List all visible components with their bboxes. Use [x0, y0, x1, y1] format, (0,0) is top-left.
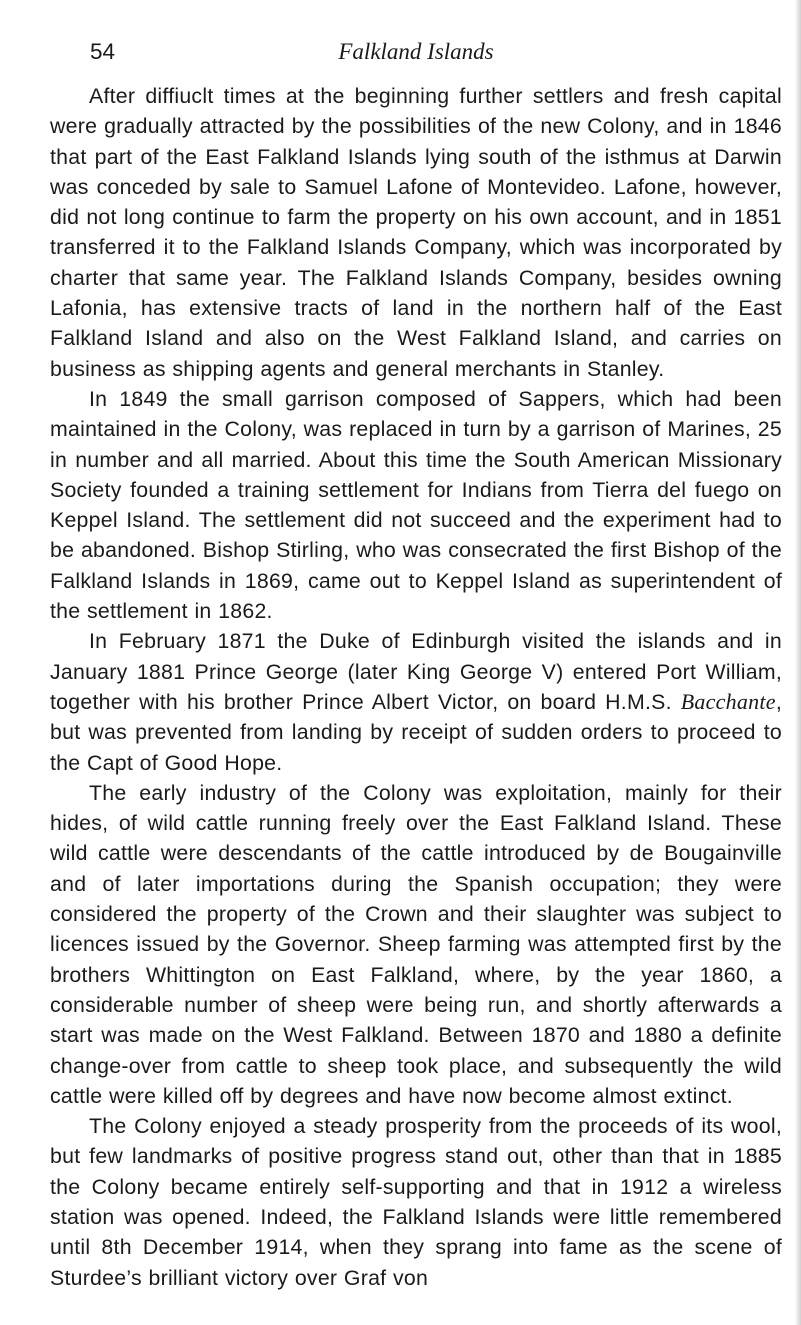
- ship-name: Bacchante: [680, 688, 776, 714]
- paragraph-prosperity: The Colony enjoyed a steady prosperity from the proceeds of its wool, but few landmarks of positive progress stand out, other than that in 1885 the Colony became entirely self-supporting and that in 1912 a wireless station was opened. Indeed, the Falkland Islands were little remembered until 8th December 1914, when they sprang into fame as the scene of Sturdee’s brilliant victory over Graf von: [50, 1114, 782, 1290]
- page-number: 54: [90, 39, 116, 64]
- paragraph-settlers: After diffiuclt times at the beginning further settlers and fresh capital were gradually attracted by the possibilities of the new Colony, and in 1846 that part of the East Falkland Islands lying south of the isthmus at Darwin was conceded by sale to Samuel Lafone of Montevideo. Lafone, however, did not long continue to farm the property on his own account, and in 1851 transferred it to the Falkland Islands Company, which was incorporated by charter that same year. The Falkland Islands Company, besides owning Lafonia, has extensive tracts of land in the northern half of the East Falkland Island and also on the West Falkland Island, and carries on business as shipping agents and general merchants in Stanley.: [50, 84, 782, 381]
- running-header: [50, 34, 782, 70]
- book-page: [50, 34, 782, 1293]
- page-edge-shadow: [795, 0, 801, 1325]
- paragraph-garrison: In 1849 the small garrison composed of Sappers, which had been maintained in the Colony, was replaced in turn by a garrison of Marines, 25 in number and all married. About this time the South American Missionary Society founded a training settlement for Indians from Tierra del fuego on Keppel Island. The settlement did not succeed and the experiment had to be abandoned. Bishop Stirling, who was consecrated the first Bishop of the Falkland Islands in 1869, came out to Keppel Island as superintendent of the settlement in 1862.: [50, 386, 782, 624]
- running-title: Falkland Islands: [338, 39, 494, 64]
- body-text: [50, 81, 782, 1293]
- paragraph-royal-visits-end: , but was prevented from landing by receipt of sudden orders to proceed to the Capt of Good Hope.: [50, 689, 782, 775]
- paragraph-royal-visits-start: In February 1871 the Duke of Edinburgh visited the islands and in January 1881 Prince George (later King George V) entered Port William, together with his brother Prince Albert Victor, on board H.M.S.: [50, 629, 782, 714]
- paragraph-royal-visits: [50, 626, 782, 777]
- paragraph-early-industry: The early industry of the Colony was exploitation, mainly for their hides, of wild cattle running freely over the East Falkland Island. These wild cattle were descendants of the cattle introduced by de Bougainville and of later importations during the Spanish occupation; they were considered the property of the Crown and their slaughter was subject to licences issued by the Governor. Sheep farming was attempted first by the brothers Whittington on East Falkland, where, by the year 1860, a considerable number of sheep were being run, and shortly afterwards a start was made on the West Falkland. Between 1870 and 1880 a definite change-over from cattle to sheep took place, and subsequently the wild cattle were killed off by degrees and have now become almost extinct.: [50, 780, 782, 1108]
